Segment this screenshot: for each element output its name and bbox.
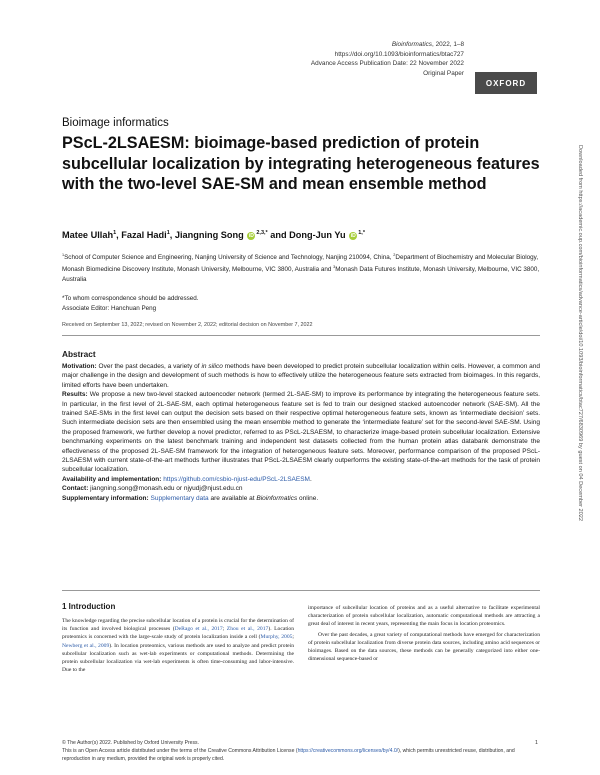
abstract-availability: Availability and implementation: https://github.com/csbio-njust-edu/PScL-2LSAESM. xyxy=(62,475,312,483)
oxford-logo[interactable]: OXFORD xyxy=(475,72,537,94)
abstract-heading: Abstract xyxy=(62,349,96,359)
intro-column-right: importance of subcellular location of proteins and as a useful alternative to facilitate experimental characterization of protein subcellular localization, automatic computational methods are attracting a great deal of interest in recent years, representing the main focus in location proteomics. Over the past decades, a great variety of computational methods have emerged for characterization of protein subcellular localization from diverse protein data sources, including amino acid sequences or bioimages. Based on the data sources, these methods can be generally categorized into either one-dimensional sequence-based or xyxy=(308,605,540,663)
page-number: 1 xyxy=(535,740,538,746)
abstract-motivation: Motivation: Over the past decades, a variety of in silico methods have been developed to predict protein subcellular localization within cells. However, a common and major challenge in the design and development of such methods is how to effectively utilize the heterogeneous feature sets extracted from bioimages. In this regards, limited efforts have been undertaken. xyxy=(62,363,540,389)
github-link[interactable]: https://github.com/csbio-njust-edu/PScL-2LSAESM xyxy=(163,475,310,483)
intro-column-left: The knowledge regarding the precise subcellular location of a protein is crucial for the determination of its function and involved biological processes (DeRago et al., 2017; Zhou et al., 2017). Location proteomics is concerned with the large-scale study of protein localization inside a cell (Murphy, 2005; Newberg et al., 2009). In location proteomics, various methods are used to analyze and predict protein subcellular localization such as wet-lab experiments or computational methods. Determining the protein subcellular localization via wet-lab experiments is often time-consuming and labor-intensive. Due to the xyxy=(62,618,295,674)
download-note: Downloaded from https://academic.oup.com/bioinformatics/advance-article/doi/10.1093/bioinformatics/btac727/6830969 by guest on 04 December 2022 xyxy=(577,145,583,521)
received-dates: Received on September 13, 2022; revised on November 2, 2022; editorial decision on November 7, 2022 xyxy=(62,322,313,328)
citation-link[interactable]: Zhou et al., 2017 xyxy=(226,626,269,633)
intro-heading: 1 Introduction xyxy=(62,602,116,611)
doi-link[interactable]: https://doi.org/10.1093/bioinformatics/btac727 xyxy=(334,50,464,58)
journal-volume: , 2022, 1–8 xyxy=(432,41,464,48)
article-type: Original Paper xyxy=(423,69,464,77)
supplementary-link[interactable]: Supplementary data xyxy=(150,494,209,502)
abstract-contact: Contact: jiangning.song@monash.edu or njyudj@njust.edu.cn xyxy=(62,485,243,493)
affiliation-sup: 1 xyxy=(166,230,170,236)
section-label: Bioimage informatics xyxy=(62,117,169,129)
affiliation-sup: 1,* xyxy=(358,230,365,236)
license-link[interactable]: https://creativecommons.org/licenses/by/4.0/ xyxy=(297,748,399,754)
abstract-supplementary: Supplementary information: Supplementary data are available at Bioinformatics online. xyxy=(62,494,319,502)
orcid-icon[interactable]: iD xyxy=(350,232,356,239)
associate-editor: Associate Editor: Hanchuan Peng xyxy=(62,304,157,312)
affiliation-sup: 2,3,* xyxy=(256,230,268,236)
citation-link[interactable]: Newberg et al., 2009 xyxy=(62,642,110,649)
author-name[interactable]: and Dong-Jun Yu xyxy=(267,230,346,241)
divider xyxy=(62,335,540,336)
journal-metadata xyxy=(164,40,464,78)
license-note: This is an Open Access article distributed under the terms of the Creative Commons Attribution License (https://creativecommons.org/licenses/by/4.0/), which permits unrestricted reuse, distribution, and reproduction in any medium, provided the original work is properly cited. xyxy=(62,748,515,762)
author-name[interactable]: , Fazal Hadi xyxy=(116,230,167,241)
divider xyxy=(62,590,540,591)
abstract-body xyxy=(62,362,540,503)
affiliation-sup: 1 xyxy=(113,230,117,236)
article-title: PScL-2LSAESM: bioimage-based prediction of protein subcellular localization by integrating heterogeneous features with the two-level SAE-SM and mean ensemble method xyxy=(62,134,540,193)
correspondence-text: *To whom correspondence should be addressed. xyxy=(62,295,199,302)
author-name[interactable]: Matee Ullah xyxy=(62,230,114,241)
orcid-icon[interactable]: iD xyxy=(248,232,254,239)
advance-access-date: Advance Access Publication Date: 22 November 2022 xyxy=(310,60,464,68)
copyright: © The Author(s) 2022. Published by Oxford University Press. xyxy=(62,740,200,746)
author-name[interactable]: , Jiangning Song xyxy=(169,230,244,241)
abstract-results: Results: We propose a new two-level stacked autoencoder network (termed 2L-SAE-SM) to improve its performance by integrating the heterogeneous feature sets. In particular, in the first level of 2L-SAE-SM, each optimal heterogeneous feature set is fed to train our designed stacked autoencoder network (SAE-SM). All the trained SAE-SMs in the first level can output the decision sets based on their respective optimal heterogeneous feature sets, known as ‘intermediate decision’ sets. Such intermediate decision sets are then ensembled using the mean ensemble method to generate the ‘intermediate feature’ set for the second-level SAE-SM. Using the proposed framework, we further develop a novel predictor, referred to as PScL-2LSAESM, to characterize image-based protein subcellular localization. Extensive benchmarking experiments on the latest benchmark training and independent test datasets collected from the human protein atlas databank demonstrate the effectiveness of the proposed 2L-SAE-SM framework for the integration of heterogeneous feature sets. Moreover, performance comparison of the proposed PScL-2LSAESM with current state-of-the-art methods further illustrates that PScL-2LSAESM clearly outperforms the existing state-of-the-art methods for the task of protein subcellular localization. xyxy=(62,391,540,474)
correspondence-note xyxy=(62,294,199,314)
journal-name: Bioinformatics xyxy=(391,41,433,48)
citation-link[interactable]: Murphy, 2005 xyxy=(260,634,293,641)
citation-link[interactable]: DeRago et al., 2017 xyxy=(174,626,223,633)
affiliations: $^1$School of Computer Science and Engineering, Nanjing University of Science and Technology, Nanjing 210094, China, $^2$Department of Biochemistry and Molecular Biology, Monash Biomedicine Discovery Institute, Monash University, Melbourne, VIC 3800, Australia and $^3$Monash Data Futures Institute, Monash University, Melbourne, VIC 3800, Australia xyxy=(62,253,540,283)
download-sidebar xyxy=(573,145,585,665)
author-list xyxy=(62,230,365,240)
